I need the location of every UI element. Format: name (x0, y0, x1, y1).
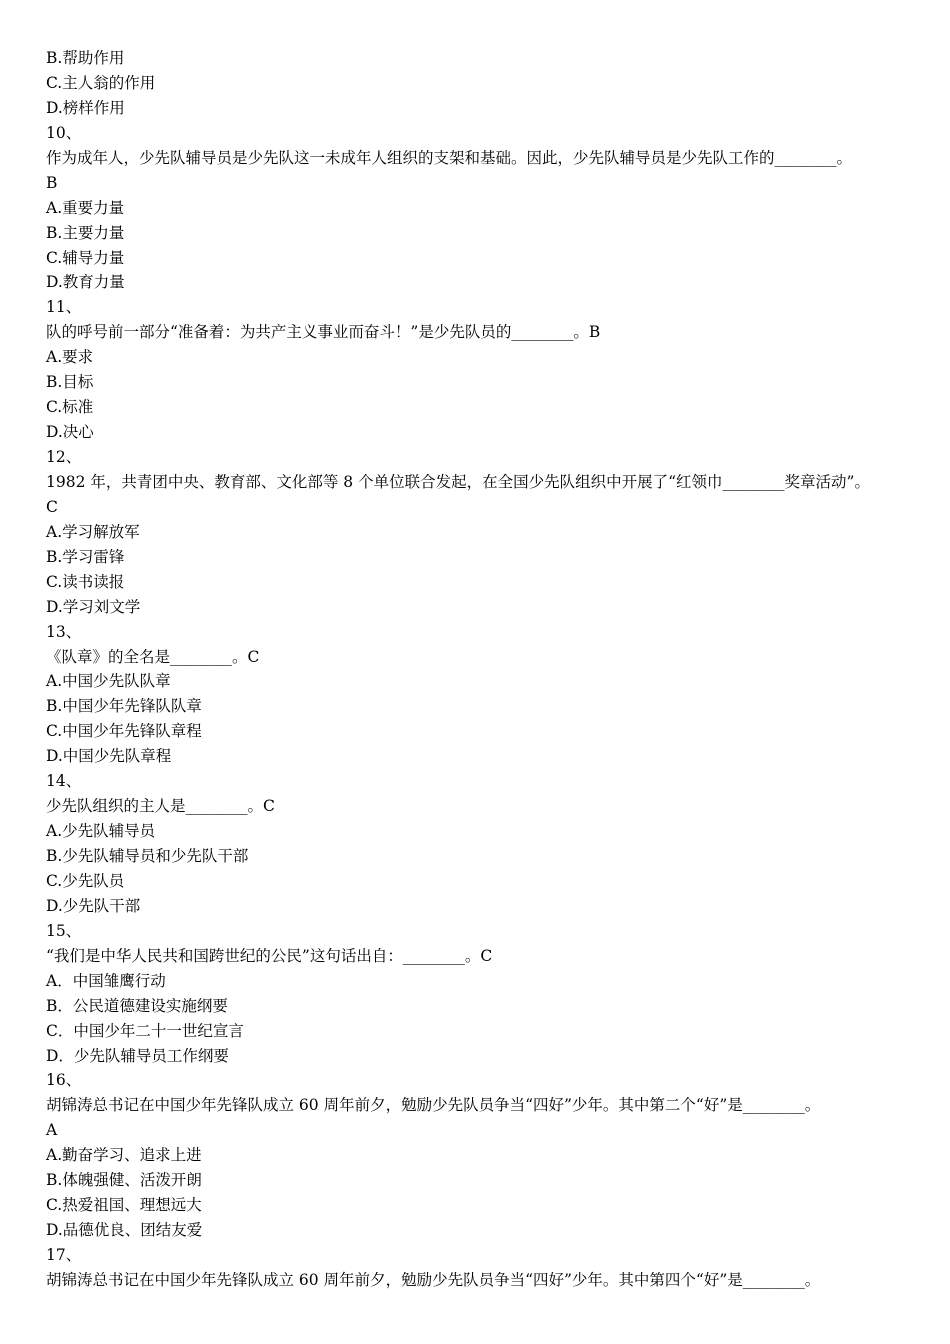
text-line: D.品德优良、团结友爱 (46, 1221, 203, 1240)
text-line: A.中国少先队队章 (46, 672, 171, 691)
text-line: C.中国少年先锋队章程 (46, 722, 202, 741)
text-line: 15、 (46, 921, 82, 940)
text-line: D.少先队干部 (46, 896, 141, 915)
text-line: B.中国少年先锋队队章 (46, 697, 202, 716)
text-line: A.重要力量 (46, 198, 125, 217)
text-line: C.热爱祖国、理想远大 (46, 1196, 202, 1215)
text-line: 14、 (46, 772, 82, 791)
text-line: B.主要力量 (46, 223, 125, 242)
text-line: A.勤奋学习、追求上进 (46, 1146, 202, 1165)
text-line: D.榜样作用 (46, 98, 125, 117)
text-line: D.决心 (46, 423, 94, 442)
text-line: B.学习雷锋 (46, 547, 125, 566)
document-body (46, 46, 946, 1293)
text-line: 1982 年，共青团中央、教育部、文化部等 8 个单位联合发起，在全国少先队组织中开展了“红领巾________奖章活动”。 (46, 472, 870, 491)
text-line: 胡锦涛总书记在中国少年先锋队成立 60 周年前夕，勉励少先队员争当“四好”少年。其中第二个“好”是________。 (46, 1096, 821, 1115)
text-line: D.教育力量 (46, 273, 125, 292)
text-line: C.主人翁的作用 (46, 73, 156, 92)
text-line: “我们是中华人民共和国跨世纪的公民”这句话出自：________。C (46, 946, 493, 965)
text-line: A.少先队辅导员 (46, 822, 156, 841)
text-line: C.读书读报 (46, 572, 125, 591)
text-line: 17、 (46, 1246, 82, 1264)
text-line: 13、 (46, 622, 82, 641)
text-line: A.学习解放军 (46, 522, 140, 541)
text-line: B (46, 173, 58, 192)
text-line: C.标准 (46, 398, 94, 417)
text-line: 10、 (46, 123, 82, 142)
text-line: D.中国少先队章程 (46, 747, 172, 766)
text-line: B.少先队辅导员和少先队干部 (46, 847, 249, 865)
text-line: C (46, 497, 58, 516)
text-line: D．少先队辅导员工作纲要 (46, 1046, 229, 1065)
text-line: C.辅导力量 (46, 248, 125, 267)
text-line: C．中国少年二十一世纪宣言 (46, 1021, 244, 1040)
text-line: C.少先队员 (46, 871, 125, 890)
text-line: B．公民道德建设实施纲要 (46, 996, 228, 1015)
text-line: A (46, 1121, 58, 1140)
text-line: 胡锦涛总书记在中国少年先锋队成立 60 周年前夕，勉励少先队员争当“四好”少年。其中第四个“好”是________。 (46, 1270, 821, 1289)
text-line: B.体魄强健、活泼开朗 (46, 1171, 202, 1190)
text-line: A.要求 (46, 348, 94, 367)
text-line: A．中国雏鹰行动 (46, 971, 166, 990)
text-line: B.目标 (46, 373, 94, 392)
text-line: 16、 (46, 1071, 82, 1090)
text-line: 12、 (46, 448, 82, 466)
text-line: B.帮助作用 (46, 49, 125, 67)
text-line: 《队章》的全名是________。C (46, 647, 260, 666)
text-line: D.学习刘文学 (46, 597, 141, 616)
text-line: 作为成年人，少先队辅导员是少先队这一未成年人组织的支架和基础。因此，少先队辅导员是少先队工作的________。 (46, 148, 853, 167)
text-line: 队的呼号前一部分“准备着：为共产主义事业而奋斗！”是少先队员的________。B (46, 323, 601, 342)
text-line: 少先队组织的主人是________。C (46, 797, 275, 816)
text-line: 11、 (46, 298, 82, 317)
